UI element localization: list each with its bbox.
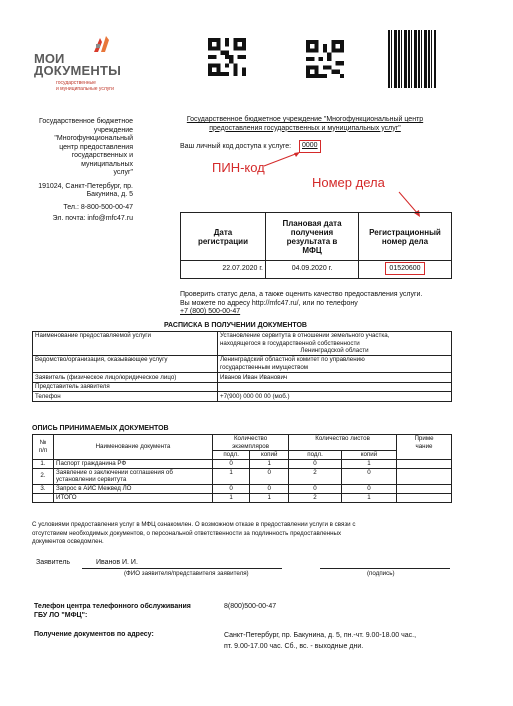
reg-header-number	[359, 213, 452, 261]
inventory-title: ОПИСЬ ПРИНИМАЕМЫХ ДОКУМЕНТОВ	[32, 425, 169, 432]
receipt-value-line: Ленинградский областной комитет по управлению	[220, 356, 365, 363]
inv-header-note	[397, 435, 452, 460]
agreement-line: отсутствием необходимых документов, о персональной ответственности за подлинность предоставленных	[32, 529, 342, 537]
inv-header-num	[33, 435, 54, 460]
inv-sub-header: копий	[250, 451, 289, 460]
inv-sub-header: копий	[341, 451, 396, 460]
left-org-address: 191024, Санкт-Петербург, пр.	[38, 182, 133, 190]
inv-cell: 0	[213, 459, 250, 468]
inv-name: Паспорт гражданина РФ	[54, 459, 213, 468]
table-row	[33, 459, 452, 468]
status-block	[180, 291, 422, 317]
left-org-phone: Тел.: 8-800-500-00-47	[63, 203, 133, 211]
inv-cell: 1	[213, 493, 250, 502]
receipt-label: Телефон	[33, 392, 218, 402]
status-line1: Проверить статус дела, а также оценить качество предоставления услуги.	[180, 291, 423, 298]
inv-name	[54, 468, 213, 484]
logo-sub2: и муниципальные услуги	[56, 86, 114, 92]
receipt-value-line: находящегося в государственной собственности	[220, 339, 360, 347]
inv-header-line: п/п	[38, 446, 48, 454]
inv-cell: 0	[289, 459, 342, 468]
receipt-value: +7(900) 000 00 00 (моб.)	[218, 392, 452, 402]
footer-phone-label-line: Телефон центра телефонного обслуживания	[34, 603, 191, 610]
status-line2: Вы можете по адресу http://mfc47.ru/, или по телефону	[180, 299, 358, 307]
inv-name: Запрос в АИС Межвед ЛО	[54, 484, 213, 493]
footer-phone-label-line: ГБУ ЛО "МФЦ":	[34, 611, 88, 619]
footer-address-line: Санкт-Петербург, пр. Бакунина, д. 5, пн.-чт. 9.00-18.00 час.,	[224, 632, 417, 639]
receipt-value	[218, 356, 452, 373]
reg-header-line: номер дела	[381, 236, 429, 246]
logo-line1: МОИ	[34, 51, 65, 66]
inv-header-name: Наименование документа	[54, 435, 213, 460]
receipt-title: РАСПИСКА В ПОЛУЧЕНИИ ДОКУМЕНТОВ	[164, 322, 307, 329]
inv-cell: 0	[341, 468, 396, 484]
receipt-value	[218, 383, 452, 392]
registration-table	[180, 212, 452, 279]
inv-sub-header: подл.	[289, 451, 342, 460]
receipt-table	[32, 331, 452, 402]
receipt-label: Представитель заявителя	[33, 383, 218, 392]
inv-cell: 0	[341, 484, 396, 493]
left-org-line: Государственное бюджетное	[39, 118, 133, 125]
inv-note	[397, 459, 452, 468]
reg-planned-value: 04.09.2020 г.	[266, 261, 359, 279]
inv-header-line: чание	[415, 442, 433, 450]
inv-name-line: установлении сервитута	[56, 476, 127, 483]
reg-header-planned	[266, 213, 359, 261]
receipt-value: Иванов Иван Иванович	[218, 373, 452, 383]
inv-note	[397, 468, 452, 484]
inv-sub-header: подл.	[213, 451, 250, 460]
reg-number-value: 01520600	[385, 262, 424, 275]
receipt-value	[218, 332, 452, 356]
right-org-line2: предоставления государственных и муниципальных услуг"	[209, 124, 401, 132]
qr-code-2-icon	[306, 40, 344, 78]
footer-address-line: пт. 9.00-17.00 час. Сб., вс. - выходные дни.	[224, 642, 364, 650]
barcode-icon	[388, 30, 436, 88]
inv-cell: 2	[289, 468, 342, 484]
inv-cell: 1	[213, 468, 250, 484]
pin-arrow-icon	[262, 150, 304, 168]
signature-name: Иванов И. И.	[96, 559, 138, 566]
reg-header-line: Плановая дата	[282, 218, 342, 228]
logo-sub1: государственные	[56, 80, 96, 86]
inv-header-line: Количество	[233, 435, 268, 442]
receipt-value-line: государственным имуществом	[220, 363, 309, 371]
left-org-line: услуг"	[113, 169, 133, 176]
inv-cell: 1	[250, 459, 289, 468]
pin-code-value: 0000	[302, 142, 318, 149]
footer-phone-label	[34, 603, 191, 620]
table-row	[33, 468, 452, 484]
reg-header-line: МФЦ	[302, 245, 322, 255]
logo	[34, 34, 124, 104]
agreement-line: С условиями предоставления услуг в МФЦ ознакомлен. О возможном отказе в предоставлении услуги в связи с	[32, 521, 356, 528]
left-org-line: государственных и муниципальных	[71, 152, 133, 168]
agreement-line: документов осведомлен.	[32, 538, 104, 545]
reg-header-line: Дата	[213, 227, 233, 237]
pin-annotation: ПИН-код	[212, 160, 265, 175]
inv-num	[33, 493, 54, 502]
inv-cell: 1	[341, 459, 396, 468]
logo-line2: ДОКУМЕНТЫ	[34, 63, 122, 78]
inv-cell: 2	[289, 493, 342, 502]
reg-number-cell	[359, 261, 452, 279]
reg-header-line: регистрации	[197, 236, 249, 246]
inv-header-line: Приме	[414, 435, 434, 442]
receipt-value-line: Ленинградской области	[300, 347, 369, 354]
inv-cell: 0	[250, 484, 289, 493]
inv-cell: 0	[289, 484, 342, 493]
inv-note	[397, 484, 452, 493]
right-org-header	[180, 116, 430, 133]
receipt-value-line: Установление сервитута в отношении земельного участка,	[220, 332, 390, 339]
inv-cell: 0	[250, 468, 289, 484]
reg-header-date	[181, 213, 266, 261]
receipt-label: Заявитель (физическое лицо/юридическое лицо)	[33, 373, 218, 383]
reg-header-line: Регистрационный	[369, 227, 441, 237]
inv-num: 3.	[33, 484, 54, 493]
status-phone-link[interactable]: +7 (800) 500-00-47	[180, 308, 241, 315]
footer-address-value	[224, 632, 416, 651]
table-row	[33, 493, 452, 502]
inv-name-line: Заявление о заключении соглашения об	[56, 468, 173, 476]
table-row	[33, 484, 452, 493]
signature-line-sign	[320, 568, 450, 569]
left-org-block	[22, 118, 133, 224]
reg-date-value: 22.07.2020 г.	[181, 261, 266, 279]
inv-num: 2.	[33, 468, 54, 484]
inventory-table	[32, 434, 452, 503]
left-org-line: учреждение "Многофункциональный	[54, 126, 133, 142]
left-org-line: центр предоставления	[59, 143, 133, 151]
case-annotation: Номер дела	[312, 175, 385, 190]
logo-mark-icon	[90, 34, 112, 54]
inv-cell: 1	[250, 493, 289, 502]
signature-sign-caption: (подпись)	[367, 570, 395, 577]
inv-header-sheets: Количество листов	[289, 435, 397, 451]
footer-phone-value: 8(800)500-00-47	[224, 603, 277, 610]
signature-label: Заявитель	[36, 559, 71, 566]
inv-header-line: экземпляров	[232, 442, 270, 450]
receipt-label: Наименование предоставляемой услуги	[33, 332, 218, 356]
inv-name: ИТОГО	[54, 493, 213, 502]
left-org-email: Эл. почта: info@mfc47.ru	[52, 215, 133, 222]
reg-header-line: результата в	[286, 236, 338, 246]
signature-fio-caption: (ФИО заявителя/представителя заявителя)	[124, 570, 249, 577]
receipt-label: Ведомство/организация, оказывающее услугу	[33, 356, 218, 373]
pin-label: Ваш личный код доступа к услуге:	[180, 143, 292, 150]
inv-num: 1.	[33, 459, 54, 468]
footer-address-label: Получение документов по адресу:	[34, 631, 154, 638]
inv-header-line: №	[39, 439, 47, 447]
inv-header-copies	[213, 435, 289, 451]
left-org-address: Бакунина, д. 5	[86, 191, 133, 198]
inv-cell: 1	[341, 493, 396, 502]
signature-line-fio	[82, 568, 282, 569]
reg-header-line: получения	[290, 227, 334, 237]
inv-cell: 0	[213, 484, 250, 493]
qr-code-1-icon	[208, 38, 246, 76]
right-org-line1: Государственное бюджетное учреждение "Многофункциональный центр	[186, 116, 424, 123]
agreement-text	[32, 521, 456, 547]
inv-note	[397, 493, 452, 502]
